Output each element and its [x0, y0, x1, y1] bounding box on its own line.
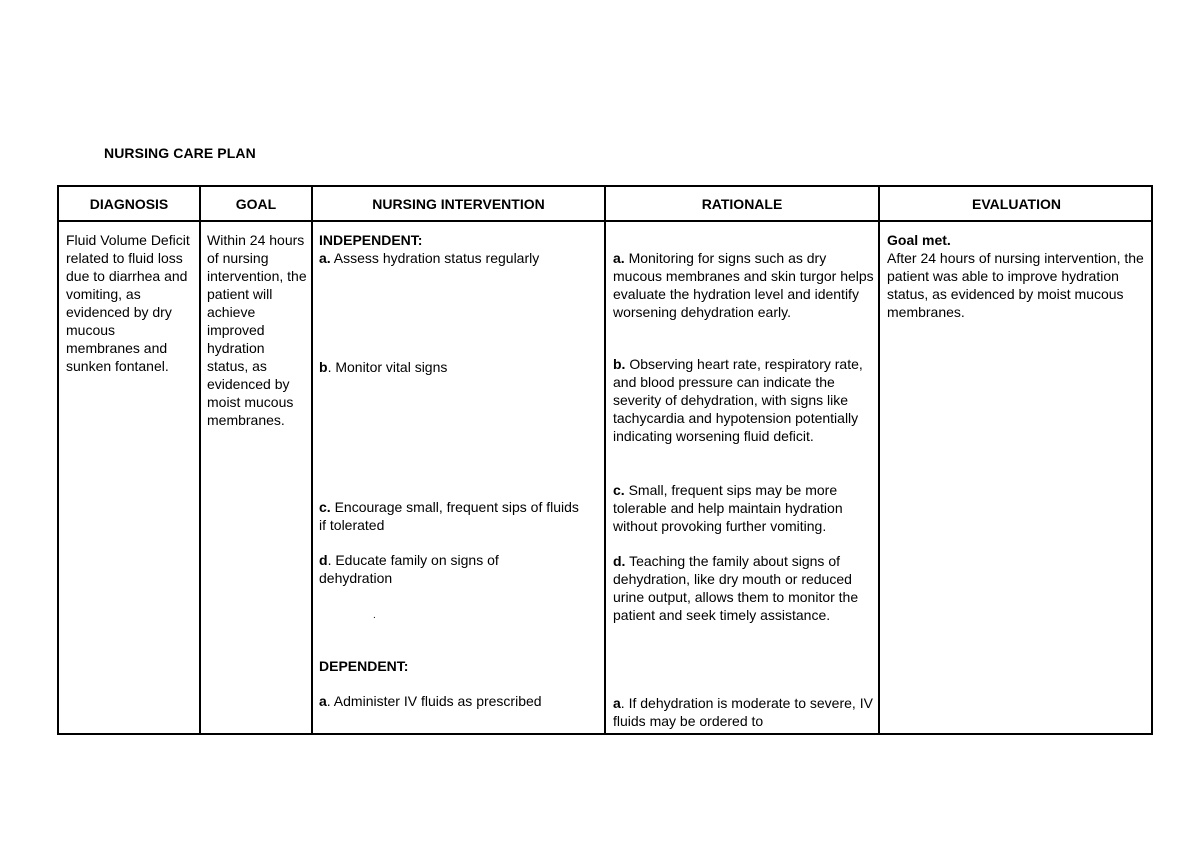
item-letter: a. [319, 250, 331, 266]
item-letter: a. [613, 250, 625, 266]
diagnosis-text: Fluid Volume Deficit related to fluid loss due to diarrhea and vomiting, as evidenced by dry mucous membranes and sunken fontanel. [66, 232, 190, 374]
item-letter: a [613, 695, 621, 711]
item-text: Monitoring for signs such as dry mucous membranes and skin turgor helps evaluate the hydration level and identify worsening dehydration early. [613, 250, 874, 320]
item-text: . Monitor vital signs [327, 359, 448, 375]
evaluation-header: EVALUATION [880, 187, 1153, 222]
intervention-item [319, 498, 581, 534]
rationale-item [613, 249, 875, 321]
item-text: . Administer IV fluids as prescribed [326, 693, 542, 709]
rationale-item [613, 552, 875, 624]
rationale-header: RATIONALE [606, 187, 878, 222]
rationale-item [613, 355, 875, 445]
evaluation-heading: Goal met. [887, 232, 951, 248]
evaluation-text: After 24 hours of nursing intervention, the patient was able to improve hydration status, as evidenced by moist mucous membranes. [887, 250, 1144, 320]
evaluation-column [880, 187, 1153, 733]
goal-column [201, 187, 313, 733]
item-letter: b. [613, 356, 626, 372]
item-letter: d. [613, 553, 626, 569]
intervention-column [313, 187, 606, 733]
intervention-item [319, 358, 594, 376]
goal-text: Within 24 hours of nursing intervention, the patient will achieve improved hydration status, as evidenced by moist mucous membranes. [207, 232, 307, 428]
item-text: Observing heart rate, respiratory rate, and blood pressure can indicate the severity of dehydration, with signs like tachycardia and hypotension potentially indicating worsening fluid deficit. [613, 356, 863, 444]
intervention-header: NURSING INTERVENTION [313, 187, 604, 222]
rationale-column [606, 187, 880, 733]
item-letter: a [319, 693, 327, 709]
item-letter: d [319, 552, 328, 568]
item-text: Encourage small, frequent sips of fluids if tolerated [319, 499, 579, 533]
item-text: Small, frequent sips may be more tolerable and help maintain hydration without provoking further vomiting. [613, 482, 843, 534]
stray-dot: . [373, 610, 376, 621]
independent-heading: INDEPENDENT: [319, 232, 423, 248]
diagnosis-column [59, 187, 201, 733]
diagnosis-header: DIAGNOSIS [59, 187, 199, 222]
rationale-item [613, 481, 875, 535]
dependent-heading: DEPENDENT: [319, 658, 409, 674]
item-text: . Educate family on signs of dehydration [319, 552, 499, 586]
item-letter: c. [613, 482, 625, 498]
page-title: NURSING CARE PLAN [104, 145, 256, 161]
rationale-item [613, 694, 875, 730]
intervention-item [319, 249, 594, 267]
care-plan-table [57, 185, 1153, 735]
item-text: Assess hydration status regularly [330, 250, 540, 266]
intervention-item [319, 692, 594, 710]
item-text: Teaching the family about signs of dehydration, like dry mouth or reduced urine output, allows them to monitor the patient and seek timely assistance. [613, 553, 859, 623]
item-text: . If dehydration is moderate to severe, IV fluids may be ordered to [613, 695, 873, 729]
intervention-item [319, 551, 549, 587]
item-letter: c. [319, 499, 331, 515]
item-letter: b [319, 359, 328, 375]
goal-header: GOAL [201, 187, 311, 222]
